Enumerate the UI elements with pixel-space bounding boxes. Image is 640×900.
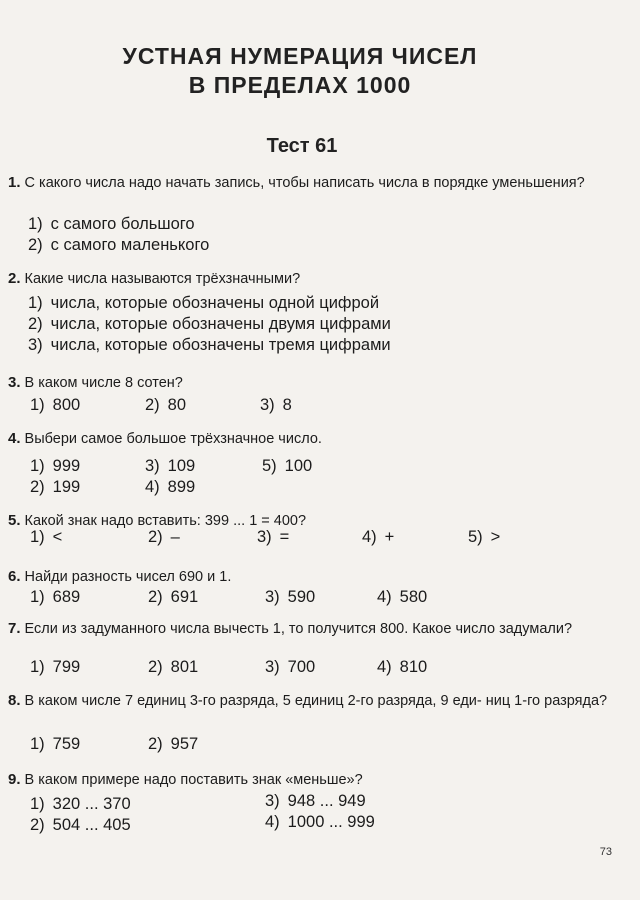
question-text: Если из задуманного числа вычесть 1, то получится 800. Какое число задумали? — [24, 621, 573, 637]
option[interactable]: 3) 948 ... 949 — [265, 792, 366, 810]
question-1 — [8, 172, 608, 194]
question-number: 1. — [8, 174, 21, 191]
question-4 — [8, 428, 608, 450]
question-5 — [8, 510, 608, 532]
option[interactable]: 3) числа, которые обозначены тремя цифрами — [28, 336, 391, 354]
question-3 — [8, 372, 608, 394]
option[interactable]: 2) 691 — [148, 588, 199, 606]
section-title-line1: УСТНАЯ НУМЕРАЦИЯ ЧИСЕЛ — [122, 43, 478, 69]
option[interactable]: 3) 590 — [265, 588, 316, 606]
option[interactable]: 1) 799 — [30, 658, 81, 676]
question-number: 9. — [8, 771, 21, 788]
option[interactable]: 2) – — [148, 528, 180, 546]
option[interactable]: 1) < — [30, 528, 63, 546]
question-9 — [8, 769, 608, 791]
section-title — [0, 42, 600, 100]
option[interactable]: 1) 689 — [30, 588, 81, 606]
question-6 — [8, 566, 608, 588]
question-2 — [8, 268, 608, 290]
question-number: 6. — [8, 568, 21, 585]
question-number: 7. — [8, 620, 21, 637]
option[interactable]: 4) 899 — [145, 478, 196, 496]
option[interactable]: 2) 80 — [145, 396, 187, 414]
option[interactable]: 1) 800 — [30, 396, 81, 414]
option[interactable]: 2) 199 — [30, 478, 81, 496]
question-text: Какой знак надо вставить: 399 ... 1 = 400? — [24, 513, 307, 529]
question-text: Выбери самое большое трёхзначное число. — [24, 431, 322, 447]
option[interactable]: 5) 100 — [262, 457, 313, 475]
question-text: В каком примере надо поставить знак «меньше»? — [24, 772, 363, 788]
question-text: В каком числе 8 сотен? — [24, 375, 183, 391]
option[interactable]: 3) 700 — [265, 658, 316, 676]
question-8 — [8, 690, 608, 712]
option[interactable]: 2) 957 — [148, 735, 199, 753]
option[interactable]: 4) 1000 ... 999 — [265, 813, 375, 831]
page-number: 73 — [599, 846, 612, 858]
question-7 — [8, 618, 608, 640]
test-title: Тест 61 — [266, 135, 338, 157]
option[interactable]: 1) 999 — [30, 457, 81, 475]
question-text: Какие числа называются трёхзначными? — [24, 271, 301, 287]
option[interactable]: 4) 580 — [377, 588, 428, 606]
option[interactable]: 1) 320 ... 370 — [30, 795, 131, 813]
question-text: В каком числе 7 единиц 3-го разряда, 5 единиц 2-го разряда, 9 еди- ниц 1-го разряда? — [24, 693, 608, 709]
option[interactable]: 3) = — [257, 528, 290, 546]
question-number: 4. — [8, 430, 21, 447]
option[interactable]: 5) > — [468, 528, 501, 546]
question-text: Найди разность чисел 690 и 1. — [24, 569, 232, 585]
question-number: 8. — [8, 692, 21, 709]
option[interactable]: 1) с самого большого — [28, 215, 195, 233]
option[interactable]: 2) числа, которые обозначены двумя цифрами — [28, 315, 391, 333]
question-number: 3. — [8, 374, 21, 391]
option[interactable]: 4) 810 — [377, 658, 428, 676]
question-number: 5. — [8, 512, 21, 529]
option[interactable]: 4) + — [362, 528, 395, 546]
question-text: С какого числа надо начать запись, чтобы написать числа в порядке уменьшения? — [24, 175, 585, 191]
option[interactable]: 3) 109 — [145, 457, 196, 475]
option[interactable]: 2) 801 — [148, 658, 199, 676]
option[interactable]: 2) с самого маленького — [28, 236, 210, 254]
option[interactable]: 3) 8 — [260, 396, 292, 414]
option[interactable]: 1) числа, которые обозначены одной цифрой — [28, 294, 380, 312]
question-number: 2. — [8, 270, 21, 287]
option[interactable]: 2) 504 ... 405 — [30, 816, 131, 834]
option[interactable]: 1) 759 — [30, 735, 81, 753]
section-title-line2: В ПРЕДЕЛАХ 1000 — [188, 72, 412, 98]
